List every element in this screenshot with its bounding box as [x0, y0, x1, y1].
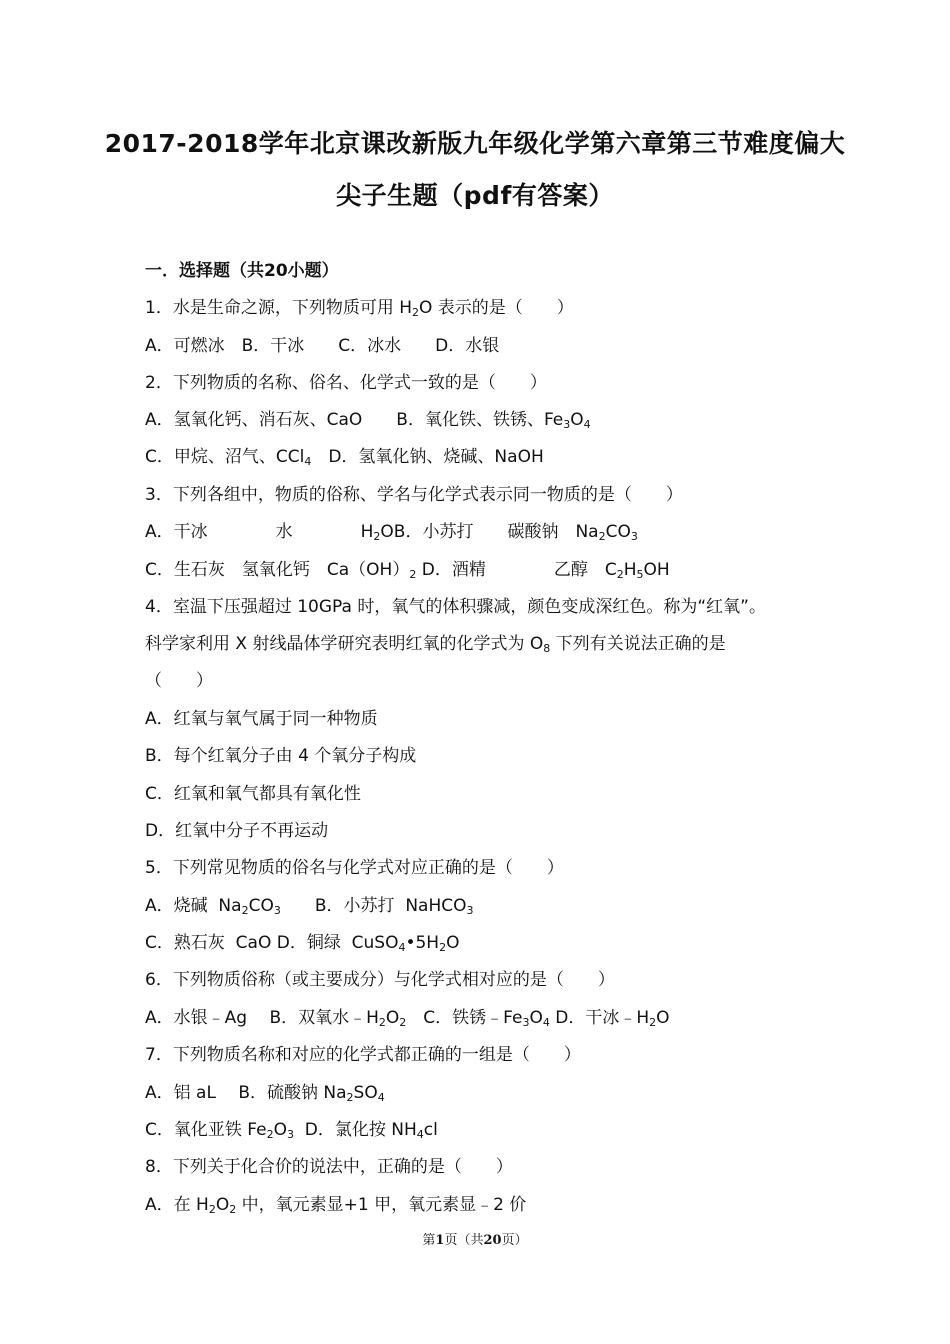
section-heading: 一．选择题（共20小题）	[145, 261, 339, 281]
subscript: 4	[542, 1016, 550, 1029]
text-line: C．甲烷、沼气、CCl$_4$ D．氢氧化钠、烧碱、NaOH	[145, 447, 544, 468]
text-line: A．干冰 水 $H_2OB$．小苏打 碳酸钠 $Na_2CO_3$	[145, 522, 638, 543]
text-line: A．可燃冰 B．干冰 C．冰水 D．水银	[145, 336, 500, 356]
subscript: 4	[416, 1128, 424, 1141]
subscript: 2	[346, 1091, 354, 1104]
subscript: 2	[409, 568, 417, 581]
text-line: 5．下列常见物质的俗名与化学式对应正确的是（ ）	[145, 858, 564, 878]
subscript: 8	[543, 642, 551, 655]
text-line: A．水银﹣Ag B．双氧水$﹣H_2O_2$ C．铁锈$﹣Fe_3O_4$ D．干冰$﹣H_2O$	[145, 1008, 670, 1029]
document-title-line-1: 2017-2018学年北京课改新版九年级化学第六章第三节难度偏大	[104, 129, 846, 158]
text-line: D．红氧中分子不再运动	[145, 821, 329, 841]
text-line: 科学家利用 X 射线晶体学研究表明红氧的化学式为 $O_8$ 下列有关说法正确的是	[145, 634, 726, 655]
footer-suffix: 页）	[501, 1233, 528, 1248]
text-line: A．红氧与氧气属于同一种物质	[145, 709, 378, 729]
document-title-line-2: 尖子生题（pdf有答案）	[336, 181, 614, 210]
subscript: 2	[373, 530, 381, 543]
subscript: 2	[649, 1016, 657, 1029]
subscript: 3	[273, 904, 281, 917]
footer-middle: 页（共	[444, 1233, 484, 1248]
text-line: 7．下列物质名称和对应的化学式都正确的一组是（ ）	[145, 1045, 581, 1065]
subscript: 2	[616, 568, 624, 581]
subscript: 3	[466, 904, 474, 917]
subscript: 2	[266, 1128, 274, 1141]
text-line: A．烧碱 $Na_2CO_3$ B．小苏打 NaHCO$_3$	[145, 896, 474, 917]
text-line: A．铝 aL B．硫酸钠 $Na_2SO_4$	[145, 1083, 385, 1104]
footer-page-number: 1	[435, 1233, 445, 1248]
text-line: C．熟石灰 CaO D．铜绿 $CuSO_4•5H_2O$	[145, 933, 460, 954]
subscript: 2	[399, 1016, 407, 1029]
footer-prefix: 第	[422, 1233, 436, 1248]
text-line: 1．水是生命之源，下列物质可用 $H_2O$ 表示的是（ ）	[145, 298, 574, 319]
subscript: 2	[598, 530, 606, 543]
text-line: 4．室温下压强超过 10GPa 时，氧气的体积骤减，颜色变成深红色。称为“红氧”。	[145, 597, 766, 617]
text-line: 3．下列各组中，物质的俗称、学名与化学式表示同一物质的是（ ）	[145, 485, 683, 505]
text-line: C．生石灰 氢氧化钙 $Ca(OH)_2$ D．酒精 乙醇 $C_2H_5OH$	[145, 560, 670, 581]
subscript: 2	[439, 941, 447, 954]
subscript: 2	[229, 1203, 237, 1216]
subscript: 3	[522, 1016, 530, 1029]
subscript: 2	[412, 306, 420, 319]
text-line: B．每个红氧分子由 4 个氧分子构成	[145, 746, 417, 766]
subscript: 2	[241, 904, 249, 917]
subscript: 2	[378, 1016, 386, 1029]
text-line: 8．下列关于化合价的说法中，正确的是（ ）	[145, 1157, 513, 1177]
subscript: 4	[377, 1091, 385, 1104]
text-line: A．在 $H_2O_2$ 中，氧元素显+1 甲，氧元素显﹣2 价	[145, 1195, 527, 1216]
text-line: （ ）	[145, 671, 213, 691]
subscript: 5	[636, 568, 644, 581]
footer-total-pages: 20	[483, 1233, 502, 1248]
text-line: A．氢氧化钙、消石灰、CaO B．氧化铁、铁锈、$Fe_3O_4$	[145, 410, 591, 431]
subscript: 3	[563, 418, 571, 431]
subscript: 4	[304, 455, 312, 468]
text-line: 2．下列物质的名称、俗名、化学式一致的是（ ）	[145, 373, 547, 393]
subscript: 4	[583, 418, 591, 431]
subscript: 3	[630, 530, 638, 543]
subscript: 4	[398, 941, 406, 954]
subscript: 2	[208, 1203, 216, 1216]
text-line: C．红氧和氧气都具有氧化性	[145, 784, 361, 804]
page-footer	[0, 1229, 950, 1248]
text-line: C．氧化亚铁 $Fe_2O_3$ D．氯化按 $NH_4cl$	[145, 1120, 438, 1141]
subscript: 3	[286, 1128, 294, 1141]
text-line: 6．下列物质俗称（或主要成分）与化学式相对应的是（ ）	[145, 970, 615, 990]
